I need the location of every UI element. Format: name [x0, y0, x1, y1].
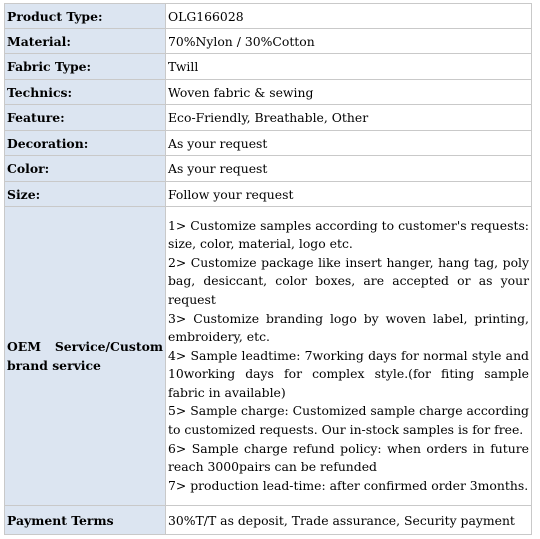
- list-item: 3> Customize branding logo by woven label, printing, embroidery, etc.: [168, 310, 529, 345]
- row-label: Fabric Type:: [5, 54, 166, 80]
- spec-row-payment-terms: [5, 506, 532, 535]
- row-label: OEM Service/Custom brand service: [5, 207, 166, 506]
- row-label: Feature:: [5, 105, 166, 131]
- row-value: Woven fabric & sewing: [166, 80, 532, 105]
- spec-row-product-type: [5, 4, 532, 29]
- list-item: 2> Customize package like insert hanger, hang tag, poly bag, desiccant, color boxes, are accepted or as your request: [168, 254, 529, 307]
- row-value: Twill: [166, 54, 532, 80]
- row-label: Material:: [5, 29, 166, 54]
- oem-service-list: [166, 207, 532, 506]
- row-label: Technics:: [5, 80, 166, 105]
- spec-row-material: [5, 29, 532, 54]
- list-item: 7> production lead-time: after confirmed order 3months.: [168, 477, 529, 493]
- spec-row-color: [5, 156, 532, 182]
- row-label: Size:: [5, 182, 166, 207]
- row-value: 70%Nylon / 30%Cotton: [166, 29, 532, 54]
- product-spec-table: [4, 3, 532, 535]
- row-value: Eco-Friendly, Breathable, Other: [166, 105, 532, 131]
- spec-row-oem-service: [5, 207, 532, 506]
- list-item: 4> Sample leadtime: 7working days for normal style and 10working days for complex style.(for fiting sample fabric in available): [168, 347, 529, 400]
- row-value: As your request: [166, 131, 532, 156]
- spec-row-decoration: [5, 131, 532, 156]
- row-label: Decoration:: [5, 131, 166, 156]
- row-label: Payment Terms: [5, 506, 166, 535]
- row-label: Product Type:: [5, 4, 166, 29]
- list-item: 5> Sample charge: Customized sample charge according to customized requests. Our in-stock samples is for free.: [168, 403, 529, 438]
- spec-row-size: [5, 182, 532, 207]
- spec-row-technics: [5, 80, 532, 105]
- spec-row-fabric-type: [5, 54, 532, 80]
- row-value: OLG166028: [166, 4, 532, 29]
- list-item: 6> Sample charge refund policy: when orders in future reach 3000pairs can be refunded: [168, 440, 529, 475]
- row-label: Color:: [5, 156, 166, 182]
- row-value: 30%T/T as deposit, Trade assurance, Security payment: [166, 506, 532, 535]
- spec-row-feature: [5, 105, 532, 131]
- list-item: 1> Customize samples according to customer's requests: size, color, material, logo etc.: [168, 217, 529, 252]
- row-value: Follow your request: [166, 182, 532, 207]
- row-value: As your request: [166, 156, 532, 182]
